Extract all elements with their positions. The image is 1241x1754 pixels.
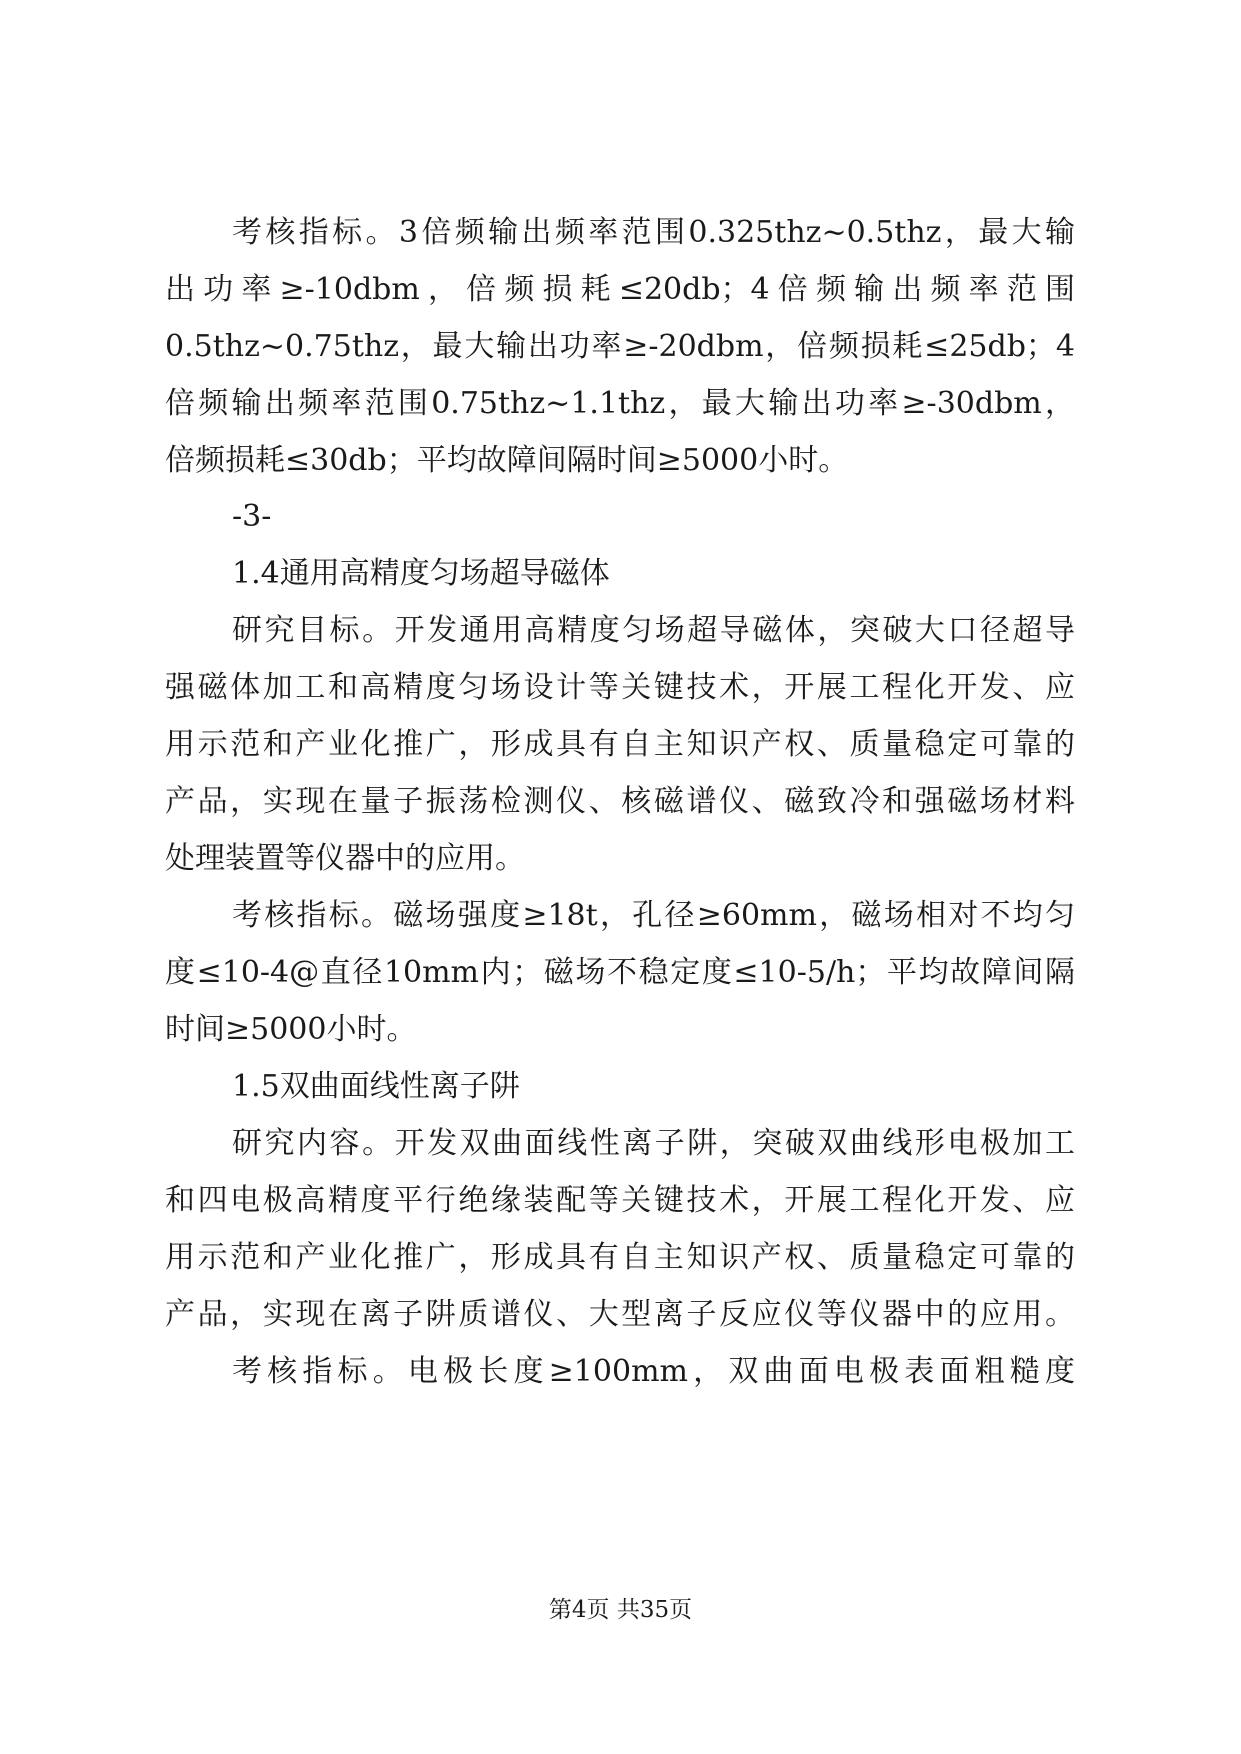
paragraph-line: 0.5thz~0.75thz，最大输出功率≥-20dbm，倍频损耗≤25db；4 — [165, 329, 1075, 364]
paragraph-line: 强磁体加工和高精度匀场设计等关键技术，开展工程化开发、应 — [165, 670, 1075, 705]
paragraph-line: 倍频输出频率范围0.75thz~1.1thz，最大输出功率≥-30dbm， — [165, 386, 1075, 421]
paragraph-line: 研究内容。开发双曲面线性离子阱，突破双曲线形电极加工 — [232, 1126, 1075, 1161]
paragraph-line: 产品，实现在量子振荡检测仪、核磁谱仪、磁致冷和强磁场材料 — [165, 784, 1075, 819]
page-marker: -3- — [232, 499, 272, 534]
paragraph-line: 时间≥5000小时。 — [165, 1012, 417, 1047]
paragraph-line: 考核指标。磁场强度≥18t，孔径≥60mm，磁场相对不均匀 — [232, 898, 1075, 933]
paragraph-line: 用示范和产业化推广，形成具有自主知识产权、质量稳定可靠的 — [165, 727, 1075, 762]
paragraph-line: 产品，实现在离子阱质谱仪、大型离子反应仪等仪器中的应用。 — [165, 1297, 1075, 1332]
paragraph-line: 用示范和产业化推广，形成具有自主知识产权、质量稳定可靠的 — [165, 1240, 1075, 1275]
paragraph-line: 度≤10-4@直径10mm内；磁场不稳定度≤10-5/h；平均故障间隔 — [165, 955, 1075, 990]
page-footer: 第4页 共35页 — [548, 1597, 693, 1623]
paragraph-line: 处理装置等仪器中的应用。 — [165, 841, 525, 876]
paragraph-line: 考核指标。3倍频输出频率范围0.325thz~0.5thz，最大输 — [232, 215, 1075, 250]
paragraph-line: 研究目标。开发通用高精度匀场超导磁体，突破大口径超导 — [232, 613, 1075, 648]
paragraph-line: 考核指标。电极长度≥100mm，双曲面电极表面粗糙度 — [232, 1354, 1075, 1389]
paragraph-line: 出功率≥-10dbm，倍频损耗≤20db；4倍频输出频率范围 — [165, 272, 1075, 307]
paragraph-line: 和四电极高精度平行绝缘装配等关键技术，开展工程化开发、应 — [165, 1183, 1075, 1218]
section-heading: 1.5双曲面线性离子阱 — [232, 1069, 520, 1104]
section-heading: 1.4通用高精度匀场超导磁体 — [232, 556, 610, 591]
paragraph-line: 倍频损耗≤30db；平均故障间隔时间≥5000小时。 — [165, 443, 849, 478]
